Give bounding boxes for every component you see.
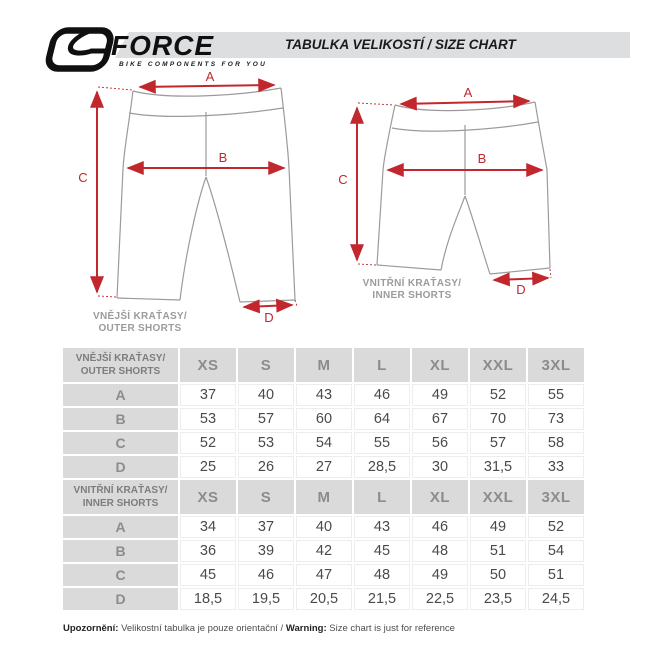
measure-label-d: D bbox=[516, 282, 526, 297]
outer-shorts-caption-cz: VNĚJŠÍ KRAŤASY/ bbox=[93, 311, 187, 322]
size-column-header-outer: XS bbox=[180, 348, 236, 382]
outer-shorts-diagram bbox=[58, 70, 338, 340]
size-column-header-inner: 3XL bbox=[528, 480, 584, 514]
row-label-inner-D: D bbox=[63, 588, 178, 610]
value-cell: 51 bbox=[528, 564, 584, 586]
measure-label-a: A bbox=[205, 70, 215, 84]
inner-shorts-caption-cz: VNITŘNÍ KRAŤASY/ bbox=[362, 278, 462, 289]
size-column-header-inner: XXL bbox=[470, 480, 526, 514]
size-column-header-inner: L bbox=[354, 480, 410, 514]
value-cell: 52 bbox=[528, 516, 584, 538]
footer-note-text-cz: Velikostní tabulka je pouze orientační / bbox=[121, 623, 284, 634]
size-column-header-outer: L bbox=[354, 348, 410, 382]
outer-shorts-caption-en: OUTER SHORTS bbox=[98, 323, 182, 334]
brand-tagline: BIKE COMPONENTS FOR YOU bbox=[119, 61, 268, 68]
footer-note-label-cz: Upozornění: bbox=[63, 623, 119, 634]
row-label-inner-C: C bbox=[63, 564, 178, 586]
footer-note-text-en: Size chart is just for reference bbox=[329, 623, 455, 634]
outer-shorts-outline bbox=[117, 88, 295, 302]
table-row bbox=[63, 516, 584, 538]
value-cell: 46 bbox=[238, 564, 294, 586]
value-cell: 37 bbox=[180, 384, 236, 406]
value-cell: 70 bbox=[470, 408, 526, 430]
value-cell: 27 bbox=[296, 456, 352, 478]
value-cell: 40 bbox=[238, 384, 294, 406]
value-cell: 48 bbox=[354, 564, 410, 586]
value-cell: 57 bbox=[470, 432, 526, 454]
measure-label-c: C bbox=[338, 172, 348, 187]
value-cell: 40 bbox=[296, 516, 352, 538]
measure-label-a: A bbox=[463, 88, 473, 100]
measure-guides bbox=[358, 103, 551, 278]
value-cell: 56 bbox=[412, 432, 468, 454]
value-cell: 23,5 bbox=[470, 588, 526, 610]
value-cell: 39 bbox=[238, 540, 294, 562]
measure-arrows bbox=[357, 101, 548, 280]
measure-label-b: B bbox=[477, 151, 487, 166]
section-header-outer: VNĚJŠÍ KRAŤASY/ OUTER SHORTS bbox=[63, 348, 178, 382]
value-cell: 60 bbox=[296, 408, 352, 430]
value-cell: 34 bbox=[180, 516, 236, 538]
table-row bbox=[63, 564, 584, 586]
value-cell: 53 bbox=[180, 408, 236, 430]
value-cell: 45 bbox=[180, 564, 236, 586]
row-label-inner-A: A bbox=[63, 516, 178, 538]
value-cell: 67 bbox=[412, 408, 468, 430]
value-cell: 73 bbox=[528, 408, 584, 430]
value-cell: 18,5 bbox=[180, 588, 236, 610]
value-cell: 47 bbox=[296, 564, 352, 586]
size-column-header-inner: XL bbox=[412, 480, 468, 514]
inner-shorts-caption-en: INNER SHORTS bbox=[372, 290, 452, 301]
value-cell: 57 bbox=[238, 408, 294, 430]
value-cell: 43 bbox=[354, 516, 410, 538]
page-title: TABULKA VELIKOSTÍ / SIZE CHART bbox=[285, 37, 516, 52]
value-cell: 51 bbox=[470, 540, 526, 562]
value-cell: 21,5 bbox=[354, 588, 410, 610]
measure-label-b: B bbox=[218, 150, 228, 165]
row-label-outer-C: C bbox=[63, 432, 178, 454]
value-cell: 45 bbox=[354, 540, 410, 562]
value-cell: 43 bbox=[296, 384, 352, 406]
value-cell: 54 bbox=[528, 540, 584, 562]
value-cell: 42 bbox=[296, 540, 352, 562]
value-cell: 46 bbox=[412, 516, 468, 538]
table-row bbox=[63, 432, 584, 454]
value-cell: 64 bbox=[354, 408, 410, 430]
footer-note-label-en: Warning: bbox=[285, 623, 327, 634]
measure-label-d: D bbox=[264, 310, 274, 325]
value-cell: 52 bbox=[180, 432, 236, 454]
size-column-header-inner: S bbox=[238, 480, 294, 514]
value-cell: 54 bbox=[296, 432, 352, 454]
value-cell: 48 bbox=[412, 540, 468, 562]
section-header-inner: VNITŘNÍ KRAŤASY/ INNER SHORTS bbox=[63, 480, 178, 514]
row-label-outer-B: B bbox=[63, 408, 178, 430]
value-cell: 46 bbox=[354, 384, 410, 406]
table-row bbox=[63, 384, 584, 406]
value-cell: 53 bbox=[238, 432, 294, 454]
value-cell: 19,5 bbox=[238, 588, 294, 610]
value-cell: 26 bbox=[238, 456, 294, 478]
value-cell: 49 bbox=[470, 516, 526, 538]
value-cell: 50 bbox=[470, 564, 526, 586]
inner-shorts-outline bbox=[377, 102, 550, 274]
value-cell: 36 bbox=[180, 540, 236, 562]
table-row bbox=[63, 456, 584, 478]
row-label-inner-B: B bbox=[63, 540, 178, 562]
measure-guides bbox=[98, 87, 297, 306]
table-row bbox=[63, 408, 584, 430]
size-column-header-outer: S bbox=[238, 348, 294, 382]
size-column-header-outer: M bbox=[296, 348, 352, 382]
value-cell: 55 bbox=[354, 432, 410, 454]
table-row bbox=[63, 588, 584, 610]
footer-note bbox=[63, 623, 455, 634]
table-row bbox=[63, 540, 584, 562]
value-cell: 28,5 bbox=[354, 456, 410, 478]
value-cell: 49 bbox=[412, 564, 468, 586]
size-column-header-outer: XXL bbox=[470, 348, 526, 382]
inner-shorts-diagram bbox=[335, 88, 575, 303]
size-column-header-outer: 3XL bbox=[528, 348, 584, 382]
size-column-header-inner: XS bbox=[180, 480, 236, 514]
measure-arrows bbox=[97, 85, 292, 307]
row-label-outer-D: D bbox=[63, 456, 178, 478]
value-cell: 55 bbox=[528, 384, 584, 406]
value-cell: 37 bbox=[238, 516, 294, 538]
value-cell: 31,5 bbox=[470, 456, 526, 478]
size-column-header-outer: XL bbox=[412, 348, 468, 382]
value-cell: 22,5 bbox=[412, 588, 468, 610]
value-cell: 33 bbox=[528, 456, 584, 478]
size-table bbox=[61, 346, 586, 612]
value-cell: 25 bbox=[180, 456, 236, 478]
value-cell: 20,5 bbox=[296, 588, 352, 610]
value-cell: 49 bbox=[412, 384, 468, 406]
value-cell: 24,5 bbox=[528, 588, 584, 610]
value-cell: 52 bbox=[470, 384, 526, 406]
row-label-outer-A: A bbox=[63, 384, 178, 406]
size-column-header-inner: M bbox=[296, 480, 352, 514]
measure-label-c: C bbox=[78, 170, 88, 185]
value-cell: 58 bbox=[528, 432, 584, 454]
value-cell: 30 bbox=[412, 456, 468, 478]
brand-wordmark: FORCE bbox=[111, 30, 214, 61]
force-logo-icon bbox=[36, 26, 118, 73]
